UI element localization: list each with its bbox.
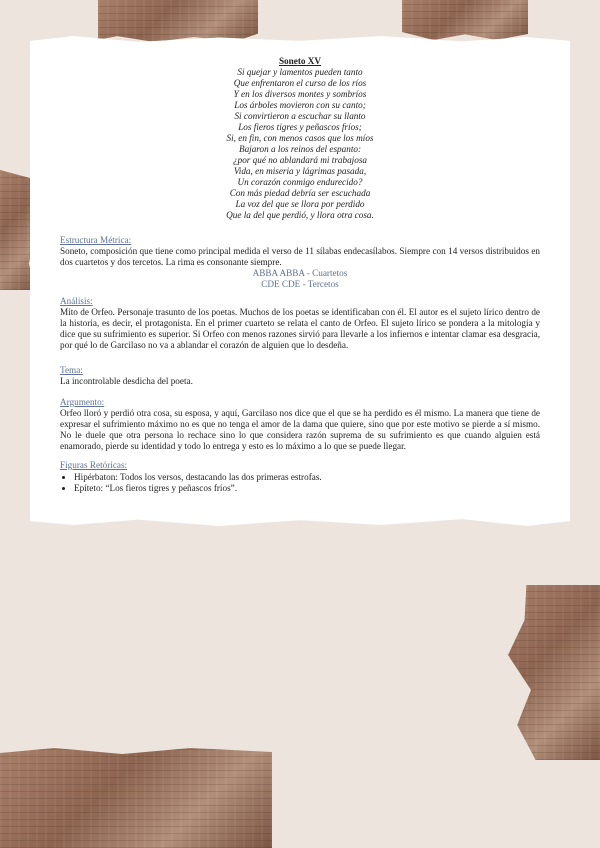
analisis-text: Mito de Orfeo. Personaje trasunto de los poetas. Muchos de los poetas se identificaban con él. El autor es el sujeto lírico dentro de la historia, es decir, el protagonista. En el primer cuarteto se relata el canto de Orfeo. El sujeto lírico se pondera a la mitología y dice que su sufrimiento es superior. Si Orfeo con menos razones sirvió para llevarle a los infiernos e intentar clamar esa desgracia, por qué lo de Garcilaso no va a ablandar el corazón de alguien que lo desdeña.	[60, 307, 540, 350]
poem	[60, 56, 540, 221]
poem-line: Los fieros tigres y peñascos fríos;	[238, 122, 362, 132]
estructura-text: Soneto, composición que tiene como principal medida el verso de 11 sílabas endecasílabos. Siempre con 14 versos distribuidos en dos cuartetos y dos tercetos. La rima es consonante siempre.	[60, 246, 540, 267]
section-heading-analisis: Análisis:	[60, 296, 93, 306]
poem-line: Si, en fin, con menos casos que los míos	[226, 133, 374, 143]
poem-title: Soneto XV	[278, 56, 322, 66]
section-heading-figuras: Figuras Retóricas:	[60, 460, 128, 470]
manuscript-scrap-bottom-left	[0, 748, 272, 848]
poem-line: Los árboles movieron con su canto;	[234, 100, 366, 110]
poem-line: Vida, en miseria y lágrimas pasada,	[233, 166, 367, 176]
poem-line: Si quejar y lamentos pueden tanto	[237, 67, 363, 77]
manuscript-scrap-right	[508, 585, 600, 760]
section-heading-tema: Tema:	[60, 365, 83, 375]
poem-line: Con más piedad debría ser escuchada	[229, 188, 371, 198]
section-heading-argumento: Argumento:	[60, 397, 105, 407]
document-content	[60, 56, 540, 494]
list-item: • Hipérbaton: Todos los versos, destacando las dos primeras estrofas.	[74, 472, 540, 483]
list-item: • Epíteto: “Los fieros tigres y peñascos fríos”.	[74, 483, 540, 494]
poem-line: Un corazón conmigo endurecido?	[237, 177, 363, 187]
poem-line: Bajaron a los reinos del espanto:	[238, 144, 362, 154]
tema-text: La incontrolable desdicha del poeta.	[60, 376, 193, 386]
poem-line: La voz del que se llora por perdido	[235, 199, 365, 209]
rhyme-scheme-tercets: CDE CDE - Tercetos	[261, 279, 339, 289]
poem-line: Y en los diversos montes y sombríos	[233, 89, 367, 99]
manuscript-scrap-top-right	[402, 0, 528, 40]
poem-line: Si convirtieron a escuchar su llanto	[234, 111, 366, 121]
poem-line: Que enfrentaron el curso de los ríos	[233, 78, 367, 88]
manuscript-scrap-top-left	[98, 0, 258, 42]
argumento-text: Orfeo lloró y perdió otra cosa, su esposa, y aquí, Garcilaso nos dice que el que se ha perdido es él mismo. La manera que tiene de expresar el sufrimiento máximo no es que no tenga el amor de la dama que quiere, sino que por este motivo se pierde a sí mismo. No le duele que otra persona lo rechace sino lo que considera razón suprema de su sufrimiento es que cuando alguien está enamorado, pierde su identidad y todo lo entrega y esto es lo máximo a lo que se puede llegar.	[60, 408, 540, 451]
poem-line: Que la del que perdió, y llora otra cosa.	[226, 210, 374, 220]
figuras-list	[60, 472, 540, 494]
section-heading-estructura: Estructura Métrica:	[60, 235, 132, 245]
rhyme-scheme-quartets: ABBA ABBA - Cuartetos	[252, 268, 348, 278]
poem-line: ¿por qué no ablandará mi trabajosa	[233, 155, 367, 165]
